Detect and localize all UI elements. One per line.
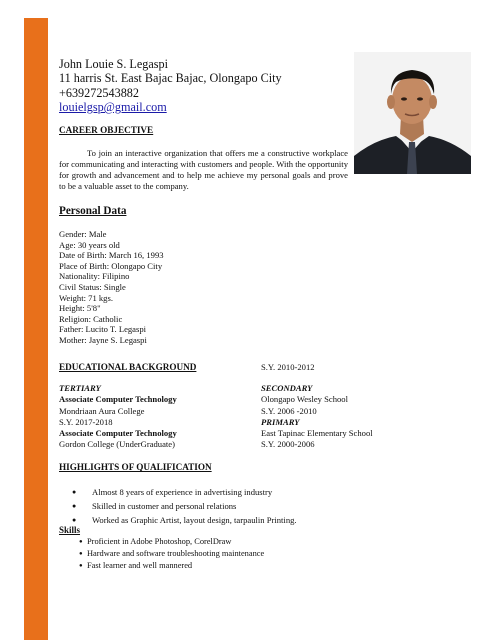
applicant-name: John Louie S. Legaspi — [59, 57, 168, 71]
tertiary-school-2: Gordon College (UnderGraduate) — [59, 439, 175, 450]
accent-sidebar-bar — [24, 18, 48, 640]
skill-item: ● Proficient in Adobe Photoshop, CorelDraw — [79, 536, 264, 548]
education-heading: EDUCATIONAL BACKGROUND — [59, 362, 197, 372]
highlight-item: ● Skilled in customer and personal relations — [72, 499, 297, 513]
tertiary-school-1: Mondriaan Aura College — [59, 405, 145, 416]
contact-header — [59, 57, 282, 115]
tertiary-label: TERTIARY — [59, 383, 101, 393]
highlight-item: ● Worked as Graphic Artist, layout design, tarpaulin Printing. — [72, 513, 297, 527]
education-right-column — [261, 383, 373, 451]
profile-photo — [354, 52, 471, 174]
education-top-right-year: S.Y. 2010-2012 — [261, 362, 315, 372]
highlight-item: ● Almost 8 years of experience in advertising industry — [72, 485, 297, 499]
secondary-label: SECONDARY — [261, 383, 313, 393]
personal-civil-status: Civil Status: Single — [59, 281, 126, 292]
secondary-year: S.Y. 2006 -2010 — [261, 405, 317, 416]
education-left-column — [59, 383, 177, 451]
secondary-school: Olongapo Wesley School — [261, 394, 348, 405]
career-objective-text — [59, 148, 348, 192]
career-objective-body: To join an interactive organization that offers me a constructive workplace for communicating and interacting with customers and people. With the opportunity for growth and advancement and to help me achieve my personal goals and prove to be a valuable asset to the company. — [59, 148, 348, 191]
tertiary-course-2: Associate Computer Technology — [59, 428, 177, 439]
personal-weight: Weight: 71 kgs. — [59, 292, 113, 303]
personal-data-heading: Personal Data — [59, 205, 127, 217]
address: 11 harris St. East Bajac Bajac, Olongapo City — [59, 71, 282, 86]
phone-number: +639272543882 — [59, 85, 139, 100]
primary-school: East Tapinac Elementary School — [261, 428, 373, 439]
person-portrait-icon — [354, 52, 471, 174]
skill-item: ● Hardware and software troubleshooting maintenance — [79, 548, 264, 560]
career-objective-heading: CAREER OBJECTIVE — [59, 125, 154, 135]
personal-father: Father: Lucito T. Legaspi — [59, 324, 147, 335]
personal-mother: Mother: Jayne S. Legaspi — [59, 334, 147, 345]
skill-item: ● Fast learner and well mannered — [79, 560, 264, 572]
skills-heading: Skills — [59, 525, 81, 535]
email-link[interactable]: louielgsp@gmail.com — [59, 100, 167, 115]
primary-label: PRIMARY — [261, 416, 300, 427]
personal-height: Height: 5'8" — [59, 303, 101, 314]
personal-nationality: Nationality: Filipino — [59, 271, 130, 282]
tertiary-course-1: Associate Computer Technology — [59, 394, 177, 405]
personal-gender: Gender: Male — [59, 229, 107, 239]
primary-year: S.Y. 2000-2006 — [261, 439, 315, 450]
highlights-list — [72, 485, 297, 527]
skills-list — [79, 536, 264, 573]
personal-place-of-birth: Place of Birth: Olongapo City — [59, 260, 163, 271]
personal-age: Age: 30 years old — [59, 239, 120, 250]
personal-religion: Religion: Catholic — [59, 313, 123, 324]
personal-data-list — [59, 229, 164, 346]
tertiary-year-1: S.Y. 2017-2018 — [59, 416, 113, 427]
personal-date-of-birth: Date of Birth: March 16, 1993 — [59, 250, 164, 261]
highlights-heading: HIGHLIGHTS OF QUALIFICATION — [59, 462, 212, 472]
